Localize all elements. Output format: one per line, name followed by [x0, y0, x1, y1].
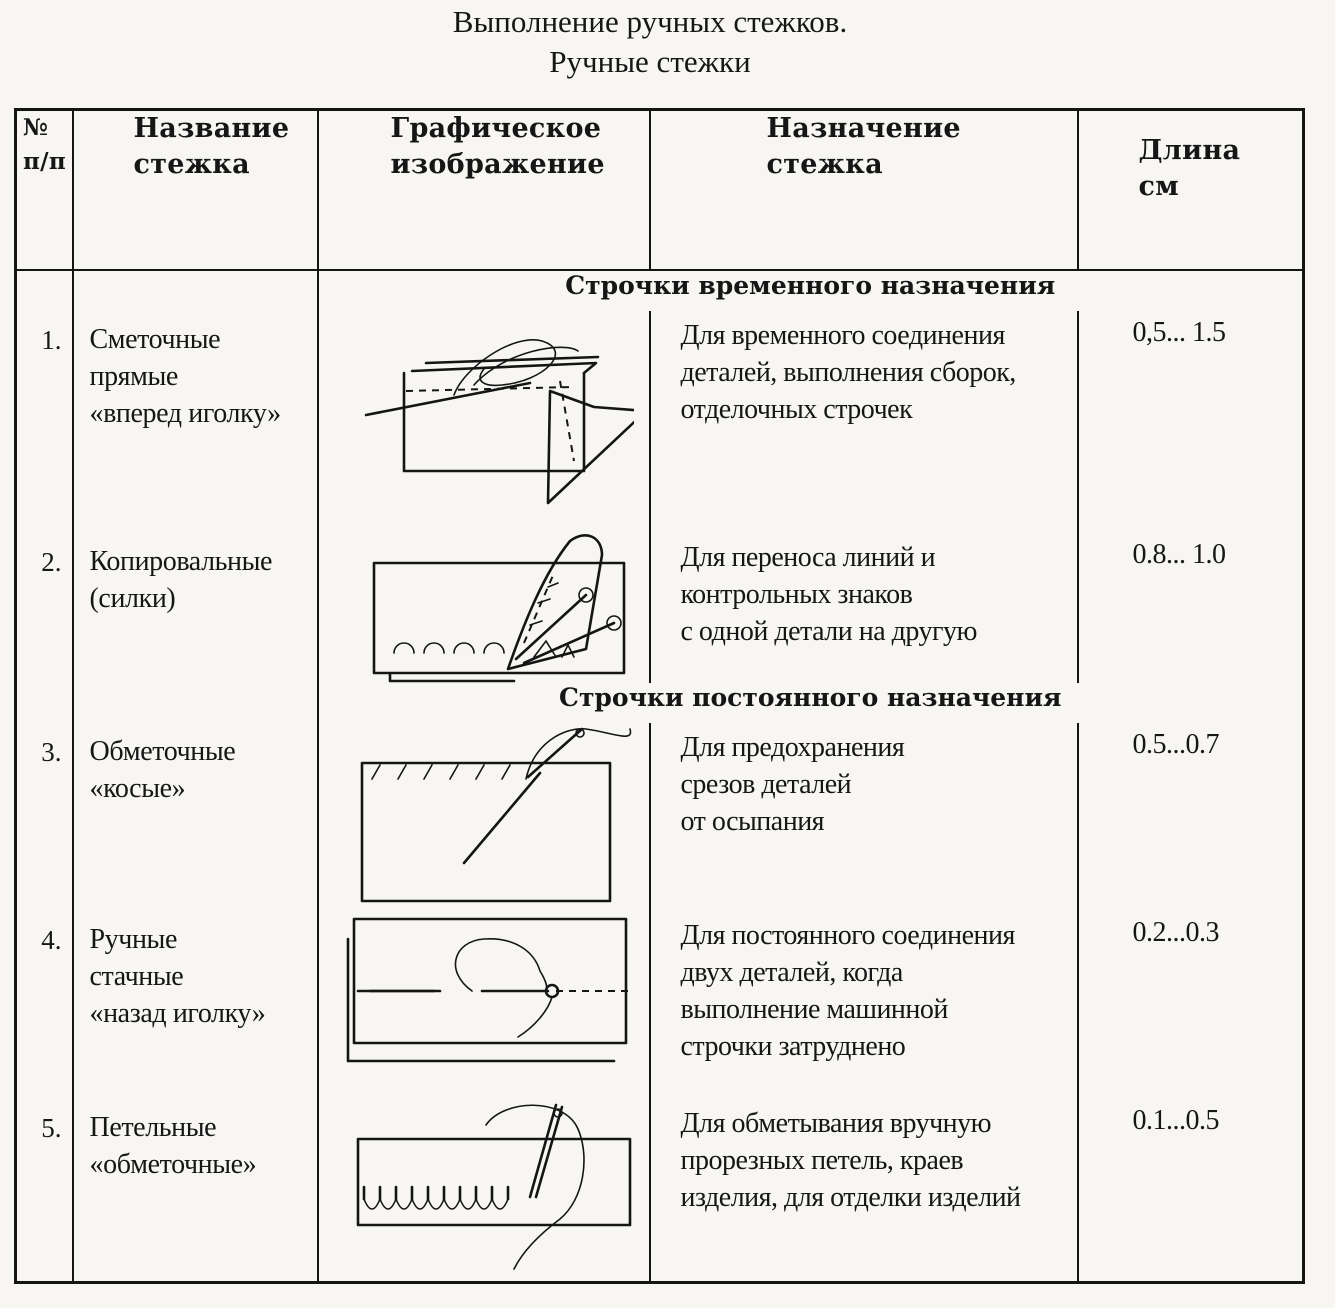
tailor-tack-drawing	[334, 533, 634, 683]
table-row	[16, 723, 1304, 911]
stitch-name-line: «вперед иголку»	[89, 398, 281, 429]
header-name	[73, 110, 318, 271]
section-heading-permanent: Строчки постоянного назначения	[318, 683, 1304, 723]
stitch-name	[73, 533, 318, 683]
purpose-line: деталей, выполнения сборок,	[680, 357, 1016, 388]
stitch-name-line: стачные	[89, 961, 184, 992]
purpose-line: прорезных петель, краев	[680, 1145, 964, 1176]
header-number-line1: №	[23, 114, 49, 141]
purpose-line: Для временного соединения	[680, 320, 1005, 351]
document-subtitle: Ручные стежки	[549, 44, 751, 79]
buttonhole-stitch-drawing	[334, 1099, 634, 1275]
backstitch-drawing	[334, 911, 634, 1067]
stitch-purpose	[650, 1099, 1078, 1283]
purpose-line: от осыпания	[680, 806, 825, 837]
stitch-length: 0.5...0.7	[1078, 723, 1304, 911]
stitch-name-line: «обметочные»	[89, 1149, 257, 1180]
stitch-graphic	[318, 723, 650, 911]
header-name-line2: стежка	[133, 149, 250, 180]
purpose-line: изделия, для отделки изделий	[680, 1182, 1021, 1213]
basting-stitch-drawing	[334, 311, 634, 517]
header-graphic	[318, 110, 650, 271]
purpose-line: двух деталей, когда	[680, 957, 903, 988]
stitch-graphic	[318, 533, 650, 683]
row-number: 5.	[16, 1099, 73, 1283]
stitch-purpose	[650, 723, 1078, 911]
stitch-name-line: (силки)	[89, 583, 176, 614]
header-name-line1: Название	[133, 113, 290, 144]
header-number	[16, 110, 73, 271]
stitch-name-line: Обметочные	[89, 736, 236, 767]
purpose-line: строчки затруднено	[680, 1031, 906, 1062]
stitch-name-line: Копировальные	[89, 546, 273, 577]
row-number: 2.	[16, 533, 73, 683]
row-number: 1.	[16, 311, 73, 533]
table-header-row	[16, 110, 1304, 271]
header-purpose-line1: Назначение	[766, 113, 961, 144]
header-number-line2: п/п	[23, 148, 66, 175]
stitch-length: 0.8... 1.0	[1078, 533, 1304, 683]
table-row	[16, 911, 1304, 1099]
row-number: 3.	[16, 723, 73, 911]
document-title: Выполнение ручных стежков.	[452, 4, 848, 39]
stitch-name-line: «косые»	[89, 773, 186, 804]
purpose-line: выполнение машинной	[680, 994, 948, 1025]
section-row-temporary	[16, 270, 1304, 311]
stitch-length: 0,5... 1.5	[1078, 311, 1304, 533]
table-row	[16, 311, 1304, 533]
section-row-permanent	[16, 683, 1304, 723]
purpose-line: Для предохранения	[680, 732, 905, 763]
purpose-line: Для обметывания вручную	[680, 1108, 992, 1139]
header-length-line1: Длина	[1138, 135, 1241, 166]
stitch-purpose	[650, 911, 1078, 1099]
stitch-name-line: прямые	[89, 361, 178, 392]
overcast-stitch-drawing	[334, 723, 634, 909]
header-length-line2: см	[1138, 171, 1179, 202]
header-graphic-line1: Графическое	[390, 113, 602, 144]
stitch-name-line: Сметочные	[89, 324, 221, 355]
header-graphic-line2: изображение	[390, 149, 605, 180]
stitch-length: 0.1...0.5	[1078, 1099, 1304, 1283]
stitch-name-line: «назад иголку»	[89, 998, 266, 1029]
purpose-line: контрольных знаков	[680, 579, 913, 610]
stitch-name-line: Петельные	[89, 1112, 217, 1143]
table-row	[16, 1099, 1304, 1283]
purpose-line: отделочных строчек	[680, 394, 913, 425]
stitch-graphic	[318, 911, 650, 1099]
stitch-length: 0.2...0.3	[1078, 911, 1304, 1099]
header-length	[1078, 110, 1304, 271]
header-purpose	[650, 110, 1078, 271]
stitch-name	[73, 311, 318, 533]
stitch-purpose	[650, 311, 1078, 533]
purpose-line: срезов деталей	[680, 769, 852, 800]
purpose-line: с одной детали на другую	[680, 616, 977, 647]
stitch-graphic	[318, 1099, 650, 1283]
section-heading-temporary: Строчки временного назначения	[318, 270, 1304, 311]
purpose-line: Для переноса линий и	[680, 542, 936, 573]
stitches-table	[14, 108, 1305, 1284]
header-purpose-line2: стежка	[766, 149, 883, 180]
stitch-name	[73, 911, 318, 1099]
stitch-name	[73, 1099, 318, 1283]
stitch-name-line: Ручные	[89, 924, 177, 955]
stitch-graphic	[318, 311, 650, 533]
table-row	[16, 533, 1304, 683]
row-number: 4.	[16, 911, 73, 1099]
stitch-name	[73, 723, 318, 911]
purpose-line: Для постоянного соединения	[680, 920, 1015, 951]
stitch-purpose	[650, 533, 1078, 683]
